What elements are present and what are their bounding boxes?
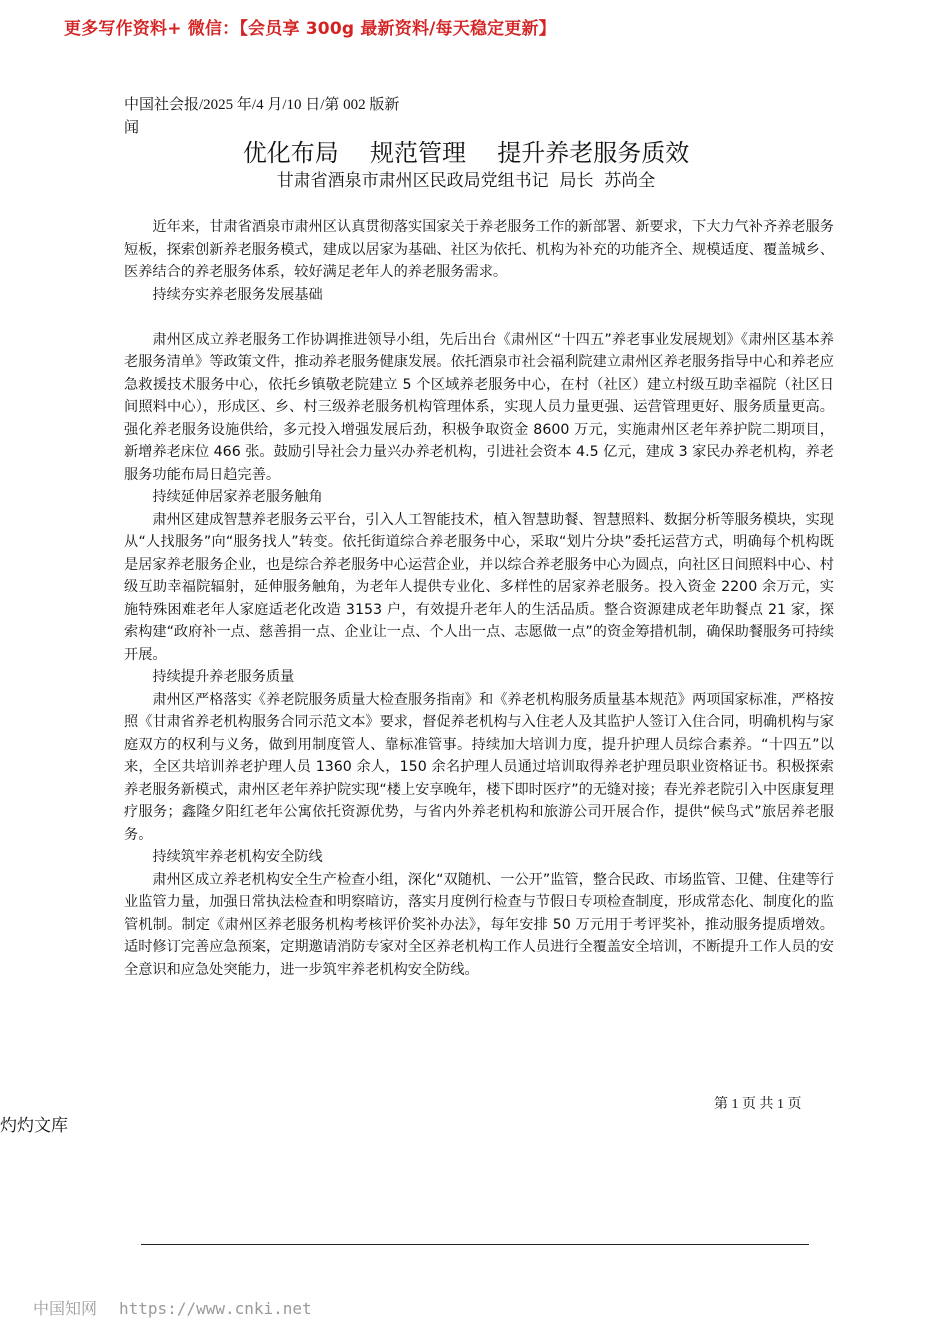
- page-number: 第 1 页 共 1 页: [714, 1097, 802, 1112]
- footer-divider: [141, 1244, 809, 1245]
- section-paragraph: 肃州区成立养老机构安全生产检查小组，深化“双随机、一公开”监管，整合民政、市场监管、卫健、住建等行业监管力量，加强日常执法检查和明察暗访，落实月度例行检查与节假日专项检查制度，形成常态化、制度化的监管机制。制定《肃州区养老服务机构考核评价奖补办法》，每年安排 50 万元用于考评奖补，推动服务提质增效。适时修订完善应急预案，定期邀请消防专家对全区养老机构工作人员进行全覆盖安全培训，不断提升工作人员的安全意识和应急处突能力，进一步筑牢养老机构安全防线。: [124, 871, 834, 978]
- section-paragraph: 肃州区成立养老服务工作协调推进领导小组，先后出台《肃州区“十四五”养老事业发展规划》《肃州区基本养老服务清单》等政策文件，推动养老服务健康发展。依托酒泉市社会福利院建立肃州区养老服务指导中心和养老应急救援技术服务中心，依托乡镇敬老院建立 5 个区域养老服务中心，在村（社区）建立村级互助幸福院（社区日间照料中心），形成区、乡、村三级养老服务机构管理体系，实现人员力量更强、运营管理更好、服务质量更高。强化养老服务设施供给，多元投入增强发展后劲，积极争取资金 8600 万元，实施肃州区老年养护院二期项目，新增养老床位 466 张。鼓励引导社会力量兴办养老机构，引进社会资本 4.5 亿元，建成 3 家民办养老机构，养老服务功能布局日趋完善。: [124, 331, 834, 483]
- section-heading: 持续夯实养老服务发展基础: [152, 286, 323, 303]
- cnki-url-link[interactable]: https://www.cnki.net: [119, 1299, 312, 1318]
- section-paragraph: 肃州区建成智慧养老服务云平台，引入人工智能技术，植入智慧助餐、智慧照料、数据分析等服务模块，实现从“人找服务”向“服务找人”转变。依托街道综合养老服务中心，采取“划片分块”委托运营方式，明确每个机构既是居家养老服务企业，也是综合养老服务中心运营企业，并以综合养老服务中心为圆点，向社区日间照料中心、村级互助幸福院辐射，延伸服务触角，为老年人提供专业化、多样性的居家养老服务。投入资金 2200 余万元，实施特殊困难老年人家庭适老化改造 3153 户，有效提升老年人的生活品质。整合资源建成老年助餐点 21 家，探索构建“政府补一点、慈善捐一点、企业让一点、个人出一点、志愿做一点”的资金筹措机制，确保助餐服务可持续开展。: [124, 511, 834, 663]
- article-body: [124, 216, 834, 981]
- footer: [33, 1296, 312, 1319]
- intro-paragraph: 近年来，甘肃省酒泉市肃州区认真贯彻落实国家关于养老服务工作的新部署、新要求，下大力气补齐养老服务短板，探索创新养老服务模式，建成以居家为基础、社区为依托、机构为补充的功能齐全、规模适度、覆盖城乡、医养结合的养老服务体系，较好满足老年人的养老服务需求。: [124, 219, 834, 280]
- cnki-brand: 中国知网: [33, 1299, 98, 1318]
- article-byline: 甘肃省酒泉市肃州区民政局党组书记 局长 苏尚全: [276, 171, 656, 191]
- promo-banner: 更多写作资料+ 微信：【会员享 300g 最新资料/每天稳定更新】: [64, 19, 556, 39]
- section-paragraph: 肃州区严格落实《养老院服务质量大检查服务指南》和《养老机构服务质量基本规范》两项国家标准，严格按照《甘肃省养老机构服务合同示范文本》要求，督促养老机构与入住老人及其监护人签订入住合同，明确机构与家庭双方的权利与义务，做到用制度管人、靠标准管事。持续加大培训力度，提升护理人员综合素养。“十四五”以来，全区共培训养老护理人员 1360 余人，150 余名护理人员通过培训取得养老护理员职业资格证书。积极探索养老服务新模式，肃州区老年养护院实现“楼上安享晚年，楼下即时医疗”的无缝对接；春光养老院引入中医康复理疗服务；鑫隆夕阳红老年公寓依托资源优势，与省内外养老机构和旅游公司开展合作，提供“候鸟式”旅居养老服务。: [124, 691, 834, 843]
- section-heading: 持续延伸居家养老服务触角: [152, 489, 323, 505]
- section-heading: 持续筑牢养老机构安全防线: [152, 849, 323, 865]
- library-label: 灼灼文库: [0, 1116, 68, 1136]
- article-title: 优化布局 规范管理 提升养老服务质效: [242, 139, 690, 167]
- section-heading: 持续提升养老服务质量: [152, 669, 295, 685]
- paragraph-gap: [124, 306, 834, 329]
- source-line: 中国社会报/2025 年/4 月/10 日/第 002 版新闻: [124, 97, 400, 136]
